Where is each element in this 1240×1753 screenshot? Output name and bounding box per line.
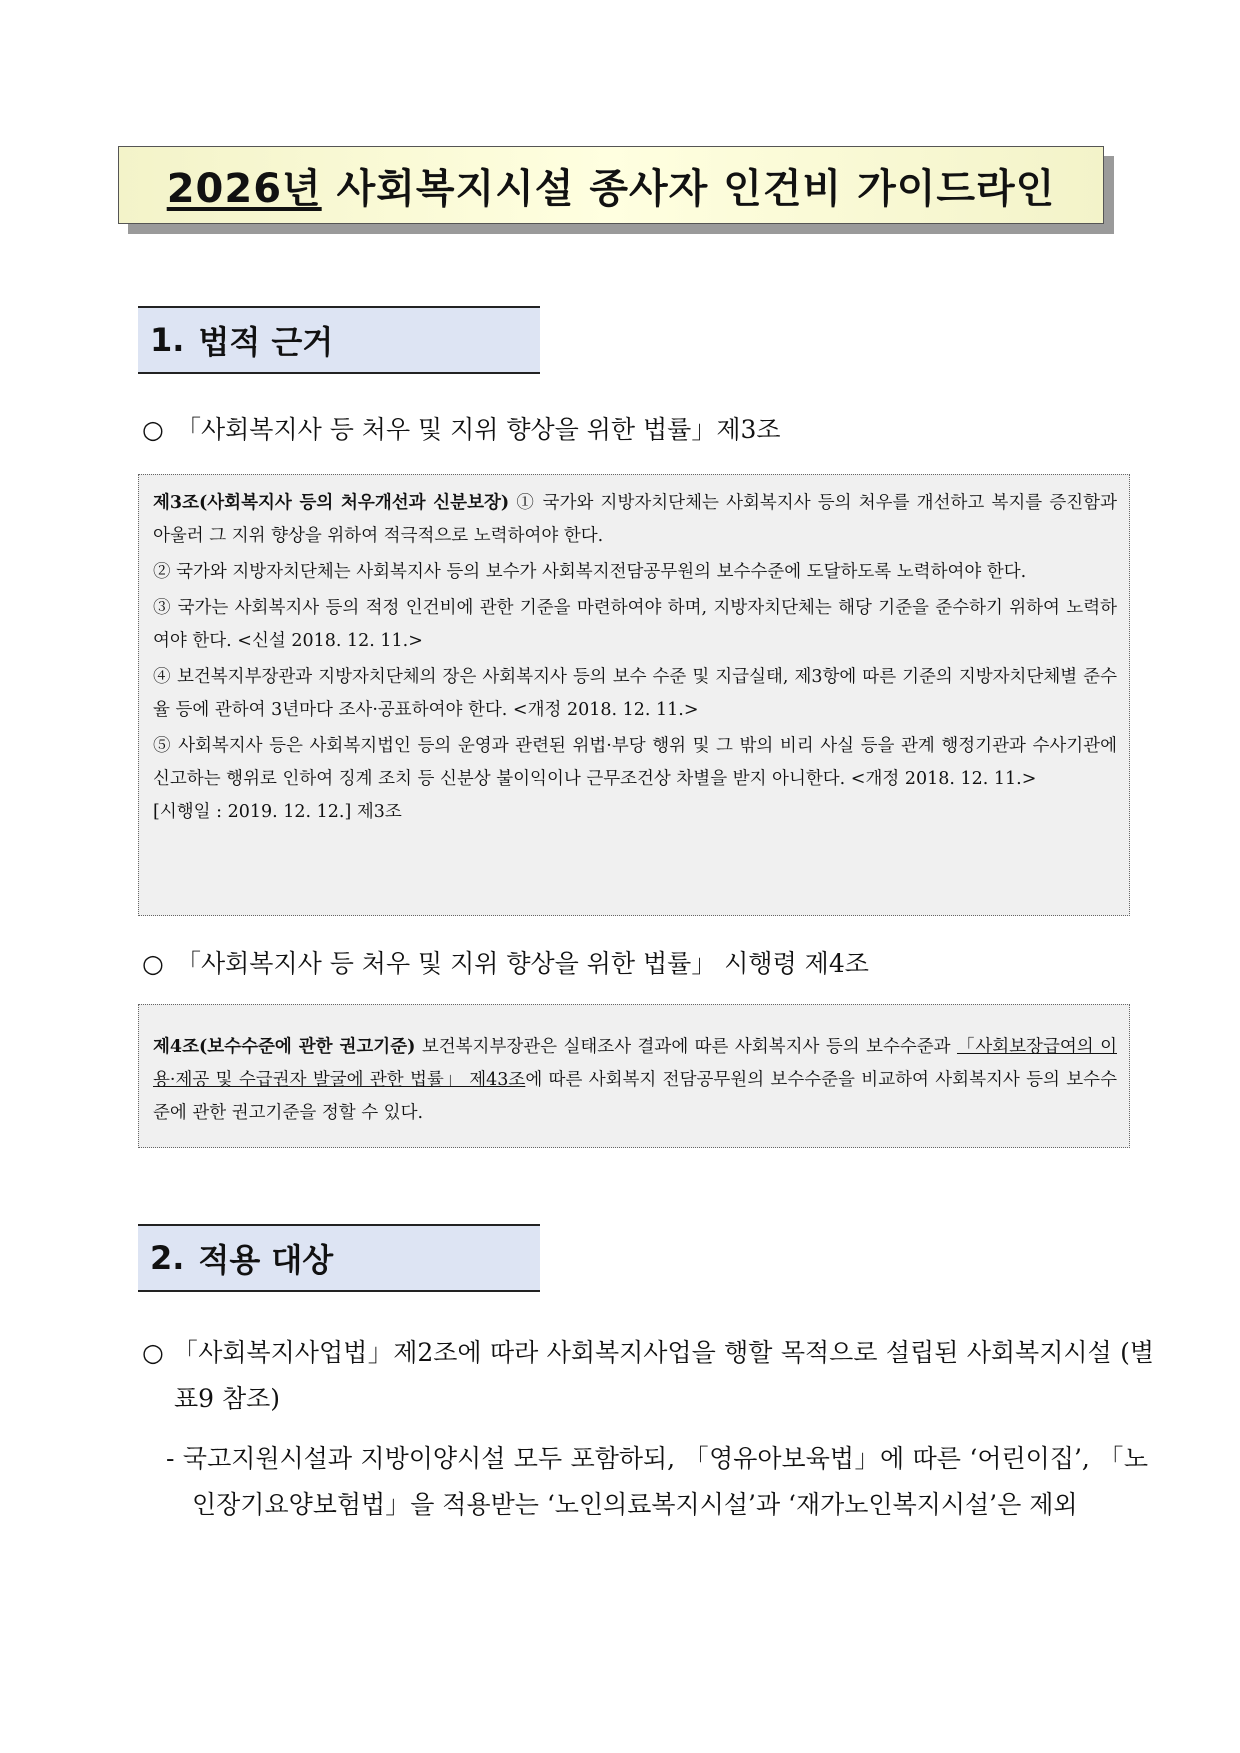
article3-paragraph-5: ⑤ 사회복지사 등은 사회복지법인 등의 운영과 관련된 위법·부당 행위 및 그 밖의 비리 사실 등을 관계 행정기관과 수사기관에 신고하는 행위로 인하여 징계 조치 등 신분상 불이익이나 근무조건상 차별을 받지 아니한다. <개정 2018. 12. 11.> [시행일 : 2019. 12. 12.] 제3조 [153,736,1117,822]
title-year: 2026년 [166,165,322,212]
section-label: 법적 근거 [198,323,334,361]
scope-paragraph [142,1330,1154,1422]
exclusion-text: 국고지원시설과 지방이양시설 모두 포함하되, 「영유아보육법」에 따른 ‘어린이집’, 「노인장기요양보험법」을 적용받는 ‘노인의료복지시설’과 ‘재가노인복지시설’은 제외 [182,1444,1148,1519]
section-heading-scope [138,1224,540,1292]
section-heading-legal-basis [138,306,540,374]
article4-heading: 제4조(보수수준에 관한 권고기준) [153,1037,416,1057]
title-main: 사회복지시설 종사자 인건비 가이드라인 [336,165,1056,212]
law-excerpt-article4 [138,1004,1130,1148]
dash-mark: - [166,1444,175,1473]
referenced-law-link[interactable]: 「사회보장급여의 이용·제공 및 수급권자 발굴에 관한 법률」 제43조 [153,1037,1117,1090]
scope-text: 「사회복지사업법」제2조에 따라 사회복지사업을 행할 목적으로 설립된 사회복지시설 (별표9 참조) [172,1338,1154,1413]
bullet-decree-reference [142,944,869,980]
bullet-law-reference [142,410,781,446]
document-title-box [118,146,1104,224]
bullet-mark: ○ [142,1338,165,1367]
article4-paragraph: 제4조(보수수준에 관한 권고기준) 보건복지부장관은 실태조사 결과에 따른 사회복지사 등의 보수수준과 「사회보장급여의 이용·제공 및 수급권자 발굴에 관한 법률」 제43조에 따른 사회복지 전담공무원의 보수수준을 비교하여 사회복지사 등의 보수수준에 관한 권고기준을 정할 수 있다. [153,1037,1117,1123]
section-number: 2. [150,1239,185,1277]
document-title [167,157,1056,214]
article3-paragraph-1: 제3조(사회복지사 등의 처우개선과 신분보장) ① 국가와 지방자치단체는 사회복지사 등의 처우를 개선하고 복지를 증진함과 아울러 그 지위 향상을 위하여 적극적으로 노력하여야 한다. [153,493,1117,546]
scope-exclusion-item [166,1436,1148,1528]
bullet-mark: ○ [142,949,164,978]
article3-paragraph-2: ② 국가와 지방자치단체는 사회복지사 등의 보수가 사회복지전담공무원의 보수수준에 도달하도록 노력하여야 한다. [153,562,1027,582]
bullet-text: 「사회복지사 등 처우 및 지위 향상을 위한 법률」제3조 [176,415,781,444]
article3-paragraph-4: ④ 보건복지부장관과 지방자치단체의 장은 사회복지사 등의 보수 수준 및 지급실태, 제3항에 따른 기준의 지방자치단체별 준수율 등에 관하여 3년마다 조사·공표하여야 한다. <개정 2018. 12. 11.> [153,667,1117,720]
article3-paragraph-3: ③ 국가는 사회복지사 등의 적정 인건비에 관한 기준을 마련하여야 하며, 지방자치단체는 해당 기준을 준수하기 위하여 노력하여야 한다. <신설 2018. 12. 11.> [153,598,1117,651]
article3-heading: 제3조(사회복지사 등의 처우개선과 신분보장) [153,493,510,513]
law-excerpt-article3 [138,474,1130,916]
section-number: 1. [150,321,185,359]
bullet-text: 「사회복지사 등 처우 및 지위 향상을 위한 법률」 시행령 제4조 [176,949,869,978]
bullet-mark: ○ [142,415,164,444]
section-label: 적용 대상 [198,1241,334,1279]
